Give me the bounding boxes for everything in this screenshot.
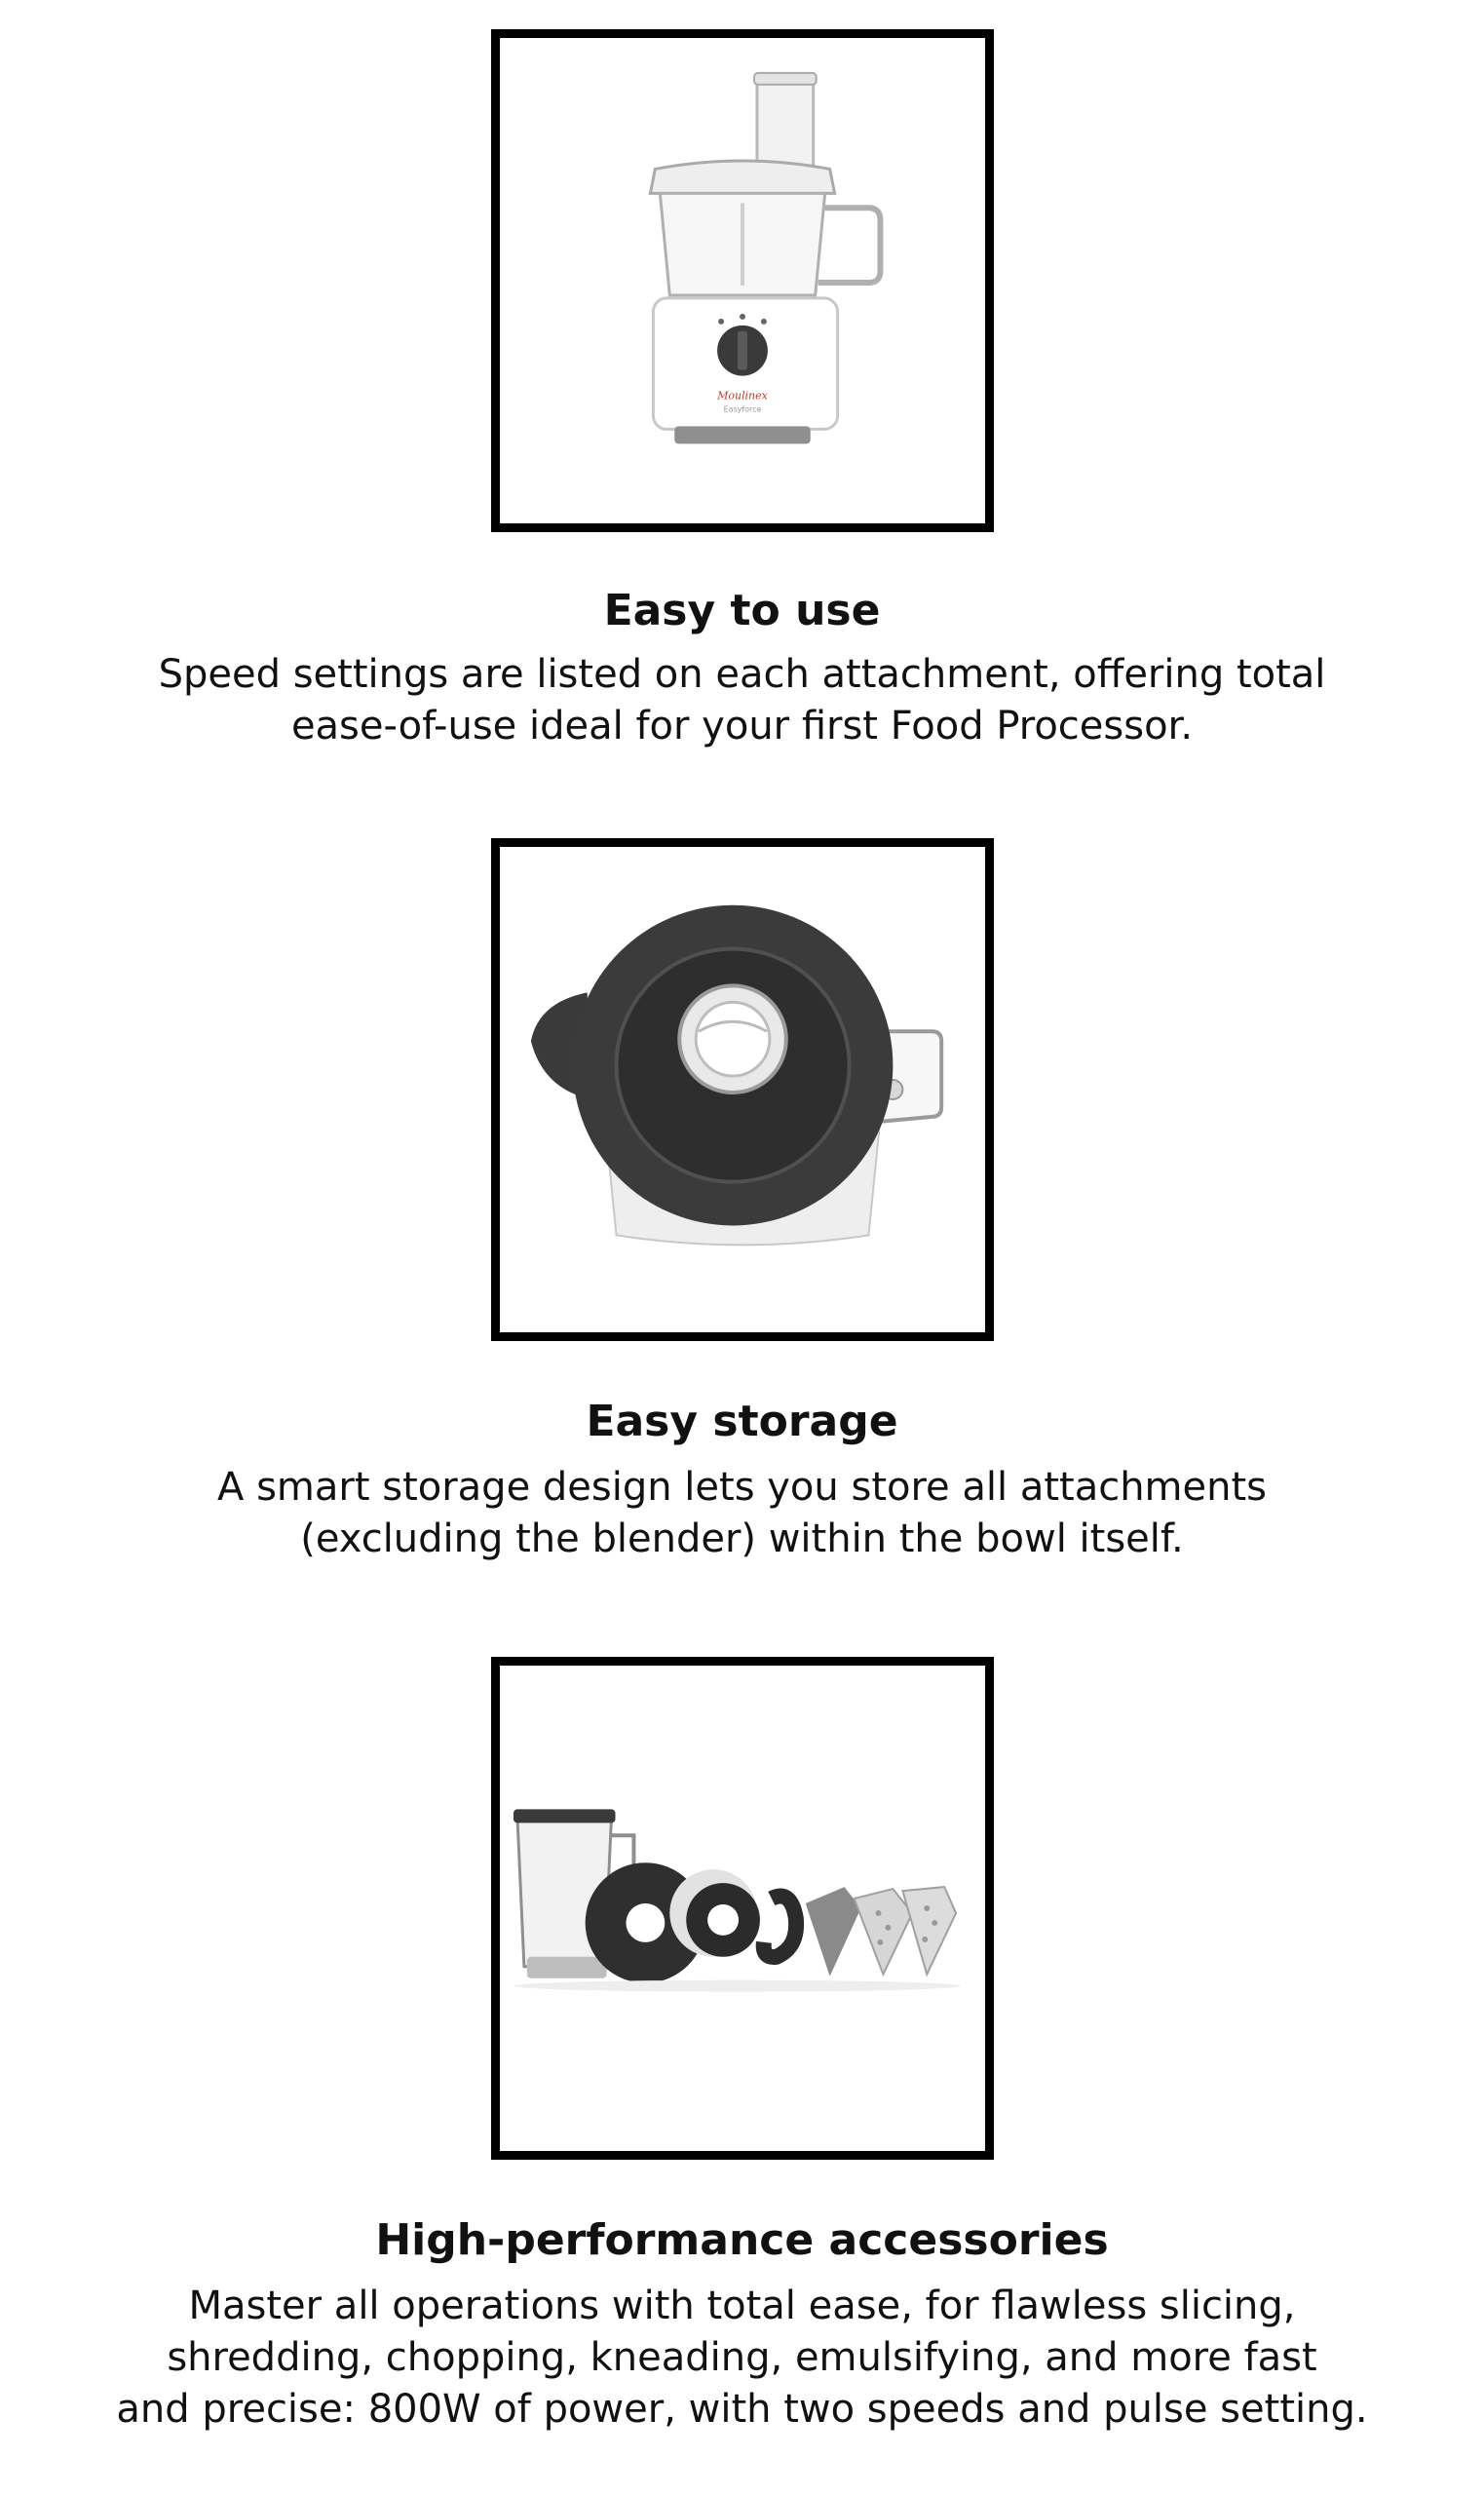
feature-description-line: shredding, chopping, kneading, emulsifying, and more fast (167, 2335, 1317, 2380)
bowl-top-view-image (500, 847, 985, 1332)
feature-title: High-performance accessories (375, 2215, 1109, 2265)
feature-high-performance-accessories (0, 1618, 1484, 2495)
accessories-image (500, 1666, 985, 2151)
food-processor-image (500, 38, 985, 523)
feature-description-line: (excluding the blender) within the bowl itself. (300, 1516, 1184, 1561)
feature-description-line: Master all operations with total ease, for flawless slicing, (188, 2284, 1296, 2328)
feature-easy-to-use (0, 0, 1484, 799)
food-processor-image-frame (491, 29, 994, 532)
feature-title: Easy storage (586, 1397, 898, 1446)
feature-easy-storage (0, 799, 1484, 1618)
feature-description-line: Speed settings are listed on each attachment, offering total (158, 652, 1326, 697)
brand-logo: Moulinex (717, 389, 768, 403)
feature-description-line: ease-of-use ideal for your first Food Processor. (290, 704, 1194, 748)
feature-title: Easy to use (603, 586, 881, 635)
bowl-top-view-image-frame (491, 838, 994, 1341)
feature-description-line: and precise: 800W of power, with two speeds and pulse setting. (116, 2387, 1368, 2432)
model-logo: Easyforce (723, 404, 762, 414)
accessories-image-frame (491, 1657, 994, 2160)
feature-description-line: A smart storage design lets you store all attachments (216, 1465, 1267, 1510)
